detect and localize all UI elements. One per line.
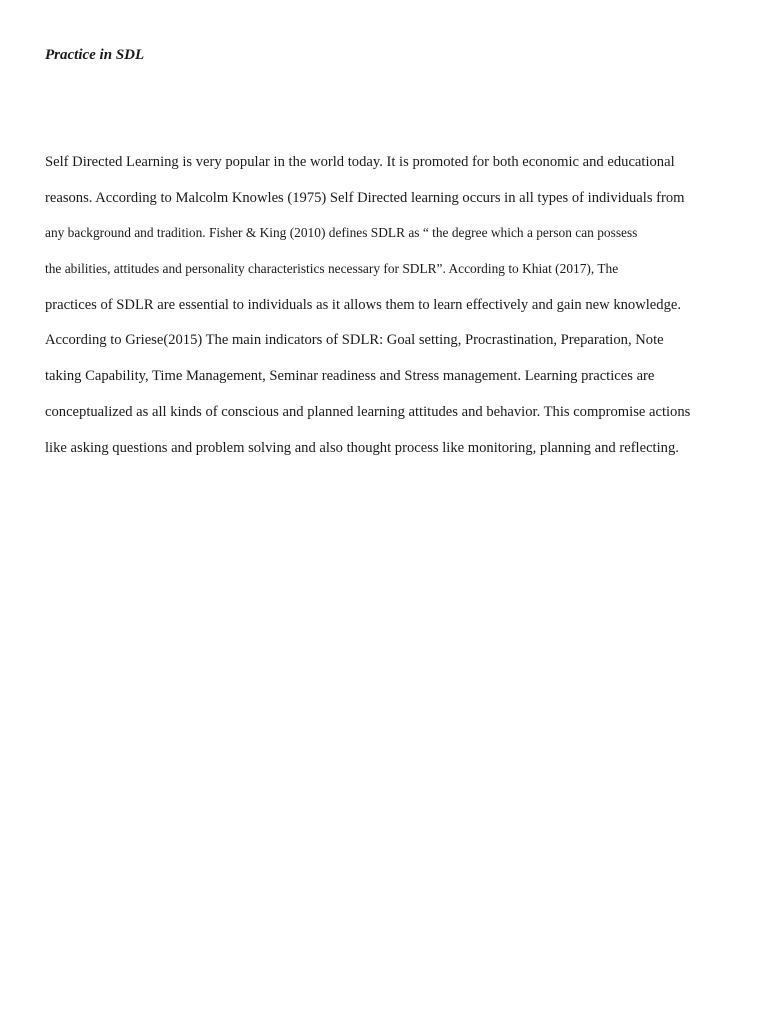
- paragraph-line: conceptualized as all kinds of conscious and planned learning attitudes and behavior. This compromise actions: [45, 403, 691, 420]
- paragraph-line: practices of SDLR are essential to individuals as it allows them to learn effectively and gain new knowledge.: [45, 296, 681, 313]
- section-heading: Practice in SDL: [45, 47, 145, 63]
- paragraph-line: like asking questions and problem solving and also thought process like monitoring, planning and reflecting.: [45, 439, 679, 456]
- paragraph-line: the abilities, attitudes and personality characteristics necessary for SDLR”. According to Khiat (2017), The: [45, 261, 619, 277]
- paragraph-line: According to Griese(2015) The main indicators of SDLR: Goal setting, Procrastination, Preparation, Note: [45, 332, 664, 349]
- paragraph-line: any background and tradition. Fisher & King (2010) defines SDLR as “ the degree which a person can possess: [45, 225, 638, 241]
- paragraph-line: Self Directed Learning is very popular in the world today. It is promoted for both economic and educational: [45, 154, 675, 170]
- paragraph-line: taking Capability, Time Management, Seminar readiness and Stress management. Learning practices are: [45, 368, 655, 385]
- paragraph-line: reasons. According to Malcolm Knowles (1975) Self Directed learning occurs in all types of individuals from: [45, 189, 685, 206]
- body-paragraph: [45, 153, 735, 474]
